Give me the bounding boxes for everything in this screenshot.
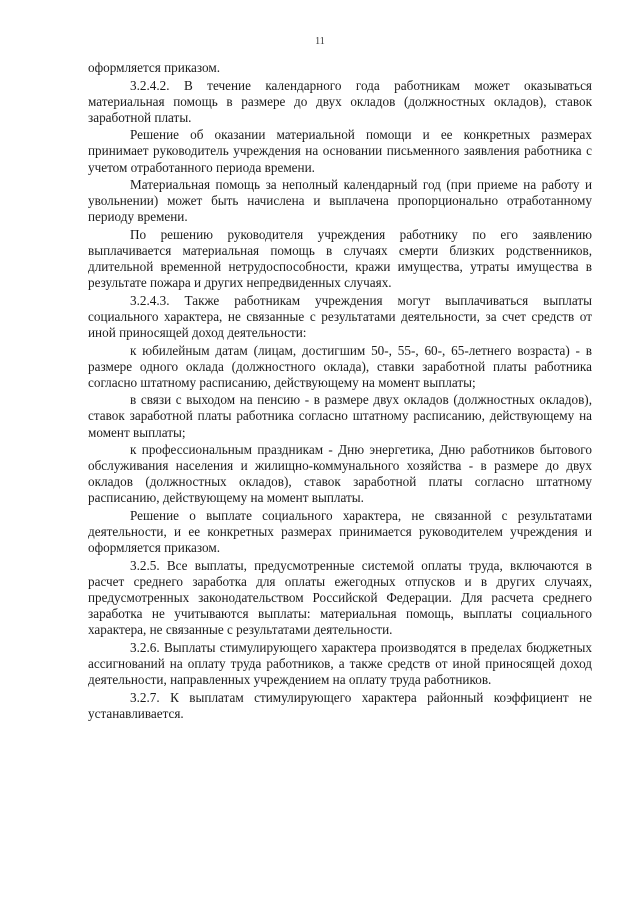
paragraph-continuation: оформляется приказом. xyxy=(88,60,220,75)
paragraph-3-2-5: 3.2.5. Все выплаты, предусмотренные системой оплаты труда, включаются в расчет среднего заработка для оплаты ежегодных отпусков и в других случаях, предусмотренных законодательством Российской Федерации. Для расчета среднего заработка не учитываются выплаты: материальная помощь, выплаты социального характера, не связанные с результатами деятельности. xyxy=(88,557,592,638)
list-item-professional-holidays: к профессиональным праздникам - Дню энергетика, Дню работников бытового обслуживания населения и жилищно-коммунального хозяйства - в размере до двух окладов (должностных окладов), ставок заработной платы согласно штатному расписанию, действующему на момент выплаты. xyxy=(88,442,592,506)
paragraph-partial-year-aid: Материальная помощь за неполный календарный год (при приеме на работу и увольнении) может быть начислена и выплачена пропорционально отработанному периоду времени. xyxy=(88,177,592,225)
paragraph-aid-special-cases: По решению руководителя учреждения работнику по его заявлению выплачивается материальная помощь в случаях смерти близких родственников, длительной временной нетрудоспособности, кражи имущества, утраты имущества в результате пожара и других непредвиденных случаях. xyxy=(88,226,592,291)
paragraph-3-2-6: 3.2.6. Выплаты стимулирующего характера производятся в пределах бюджетных ассигнований на оплату труда работников, а также средств от иной приносящей доход деятельности, направленных учреждением на оплату труда работников. xyxy=(88,639,592,687)
paragraph-3-2-7: 3.2.7. К выплатам стимулирующего характера районный коэффициент не устанавливается. xyxy=(88,689,592,721)
paragraph-3-2-4-3: 3.2.4.3. Также работникам учреждения могут выплачиваться выплаты социального характера, не связанные с результатами деятельности, за счет средств от иной приносящей доход деятельности: xyxy=(88,292,592,340)
paragraph-decision-material-aid: Решение об оказании материальной помощи и ее конкретных размерах принимает руководитель учреждения на основании письменного заявления работника с учетом отработанного периода времени. xyxy=(88,127,592,175)
list-item-retirement: в связи с выходом на пенсию - в размере двух окладов (должностных окладов), ставок заработной платы работника согласно штатному расписанию, действующему на момент выплаты; xyxy=(88,392,592,440)
paragraph-social-payment-decision: Решение о выплате социального характера, не связанной с результатами деятельности, и ее конкретных размерах принимается руководителем учреждения и оформляется приказом. xyxy=(88,508,592,556)
page-number: 11 xyxy=(315,36,325,47)
paragraph-3-2-4-2: 3.2.4.2. В течение календарного года работникам может оказываться материальная помощь в размере до двух окладов (должностных окладов), ставок заработной платы. xyxy=(88,77,592,125)
list-item-anniversary: к юбилейным датам (лицам, достигшим 50-, 55-, 60-, 65-летнего возраста) - в размере одного оклада (должностного оклада), ставки заработной платы работника согласно штатному расписанию, действующему на момент выплаты; xyxy=(88,342,592,390)
document-body xyxy=(88,60,592,723)
